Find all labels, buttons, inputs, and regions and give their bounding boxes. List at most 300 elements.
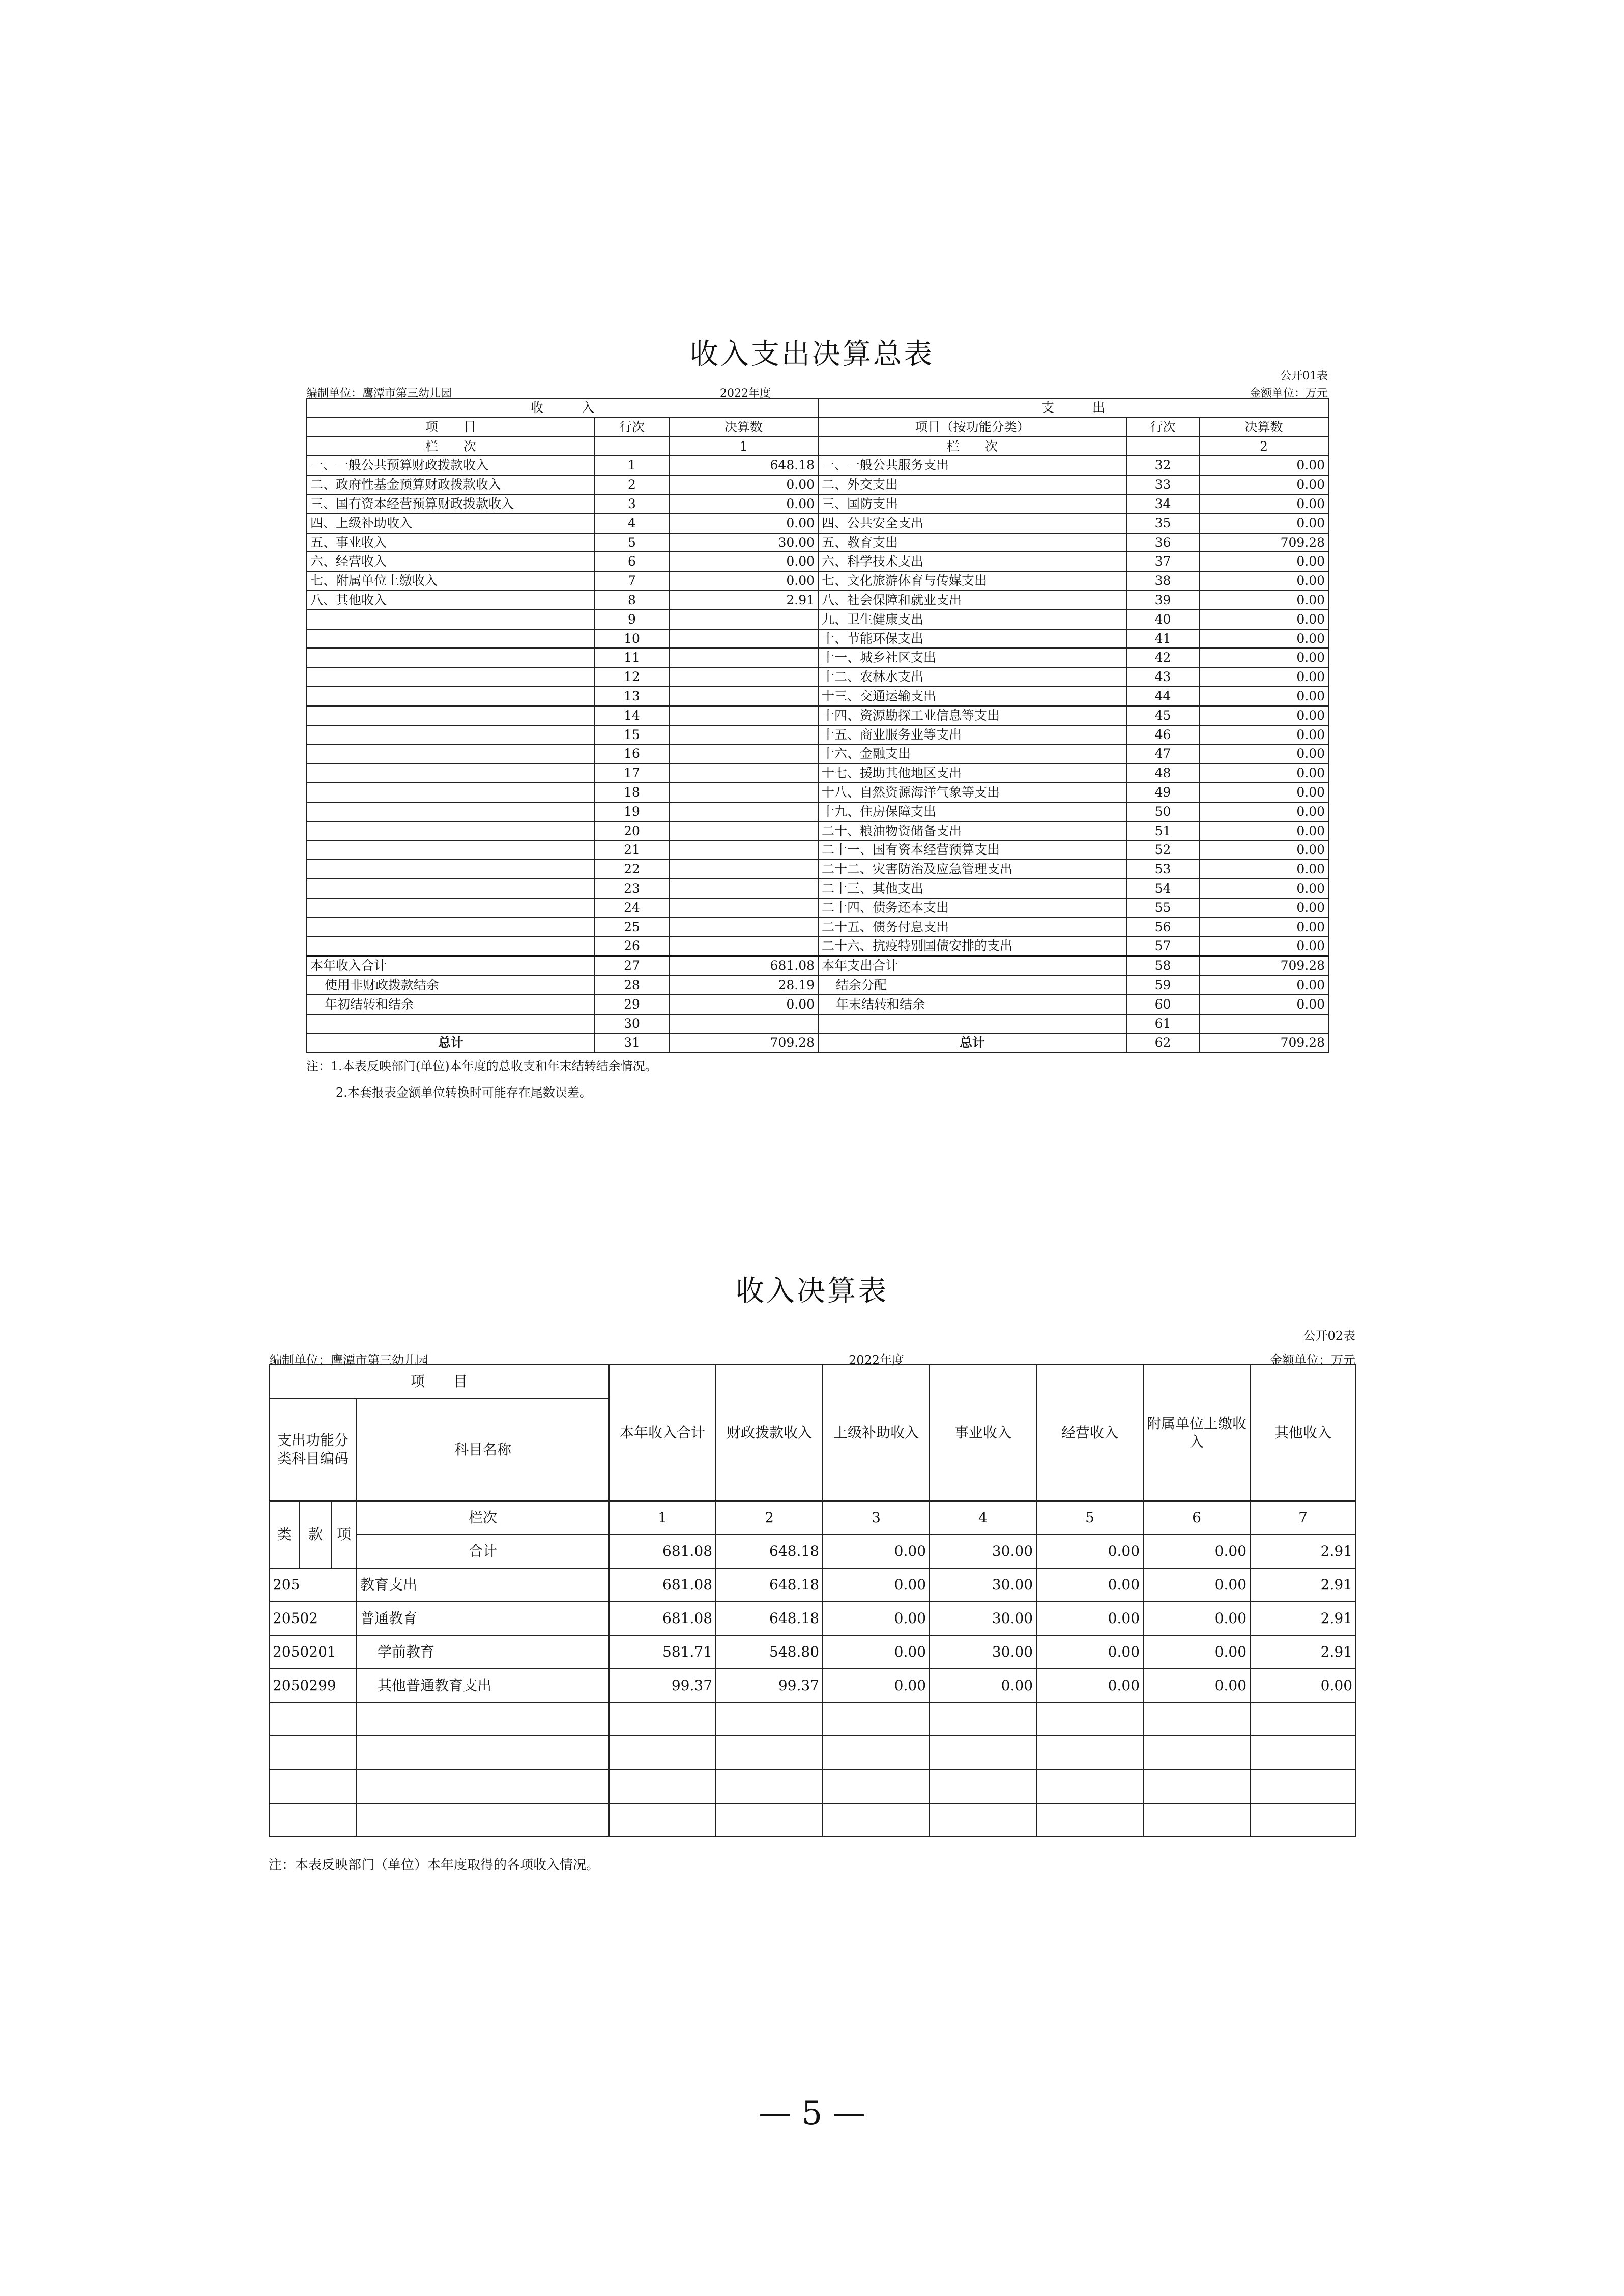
income-value-cell: 681.08 (609, 1568, 716, 1602)
empty-cell (1126, 437, 1199, 456)
expense-amount-cell: 0.00 (1199, 687, 1328, 706)
empty-cell (716, 1702, 823, 1736)
expense-amount-cell: 709.28 (1199, 533, 1328, 552)
summary-row (307, 456, 1328, 475)
expense-rowno-cell: 60 (1126, 995, 1199, 1014)
summary-row (307, 840, 1328, 860)
income-amount-cell: 0.00 (669, 475, 818, 494)
income-value-cell: 2.91 (1250, 1602, 1356, 1635)
expense-amount-cell: 709.28 (1199, 1033, 1328, 1052)
expense-col-label: 栏 次 (818, 437, 1126, 456)
empty-cell (1036, 1770, 1143, 1803)
expense-amount-cell: 0.00 (1199, 571, 1328, 591)
income-table (269, 1364, 1356, 1837)
income-amount-cell (669, 1014, 818, 1034)
expense-item-cell: 十、节能环保支出 (818, 629, 1126, 649)
income-rowno-cell: 5 (595, 533, 669, 552)
total-value: 0.00 (1036, 1535, 1143, 1568)
expense-amount-cell: 0.00 (1199, 552, 1328, 571)
empty-cell (357, 1803, 609, 1837)
empty-cell (357, 1770, 609, 1803)
expense-item-cell: 十四、资源勘探工业信息等支出 (818, 706, 1126, 725)
expense-rowno-cell: 41 (1126, 629, 1199, 649)
income-amount-cell (669, 687, 818, 706)
col-number: 5 (1036, 1501, 1143, 1535)
income-note: 注：本表反映部门（单位）本年度取得的各项收入情况。 (269, 1858, 600, 1873)
summary-row (307, 763, 1328, 783)
expense-item-cell: 十八、自然资源海洋气象等支出 (818, 783, 1126, 802)
expense-item-cell: 十七、援助其他地区支出 (818, 763, 1126, 783)
empty-cell (716, 1803, 823, 1837)
empty-cell (930, 1770, 1036, 1803)
expense-item-cell: 十六、金融支出 (818, 744, 1126, 763)
summary-row (307, 475, 1328, 494)
income-item-cell (307, 1014, 595, 1034)
subject-name-cell: 其他普通教育支出 (357, 1669, 609, 1702)
col-number: 3 (823, 1501, 930, 1535)
total-value: 0.00 (1143, 1535, 1250, 1568)
expense-item-header: 项目（按功能分类） (818, 418, 1126, 437)
empty-cell (357, 1736, 609, 1770)
income-value-cell: 648.18 (716, 1602, 823, 1635)
income-item-cell (307, 936, 595, 956)
income-amount-cell (669, 860, 818, 879)
empty-cell (1143, 1702, 1250, 1736)
income-item-cell (307, 879, 595, 898)
empty-cell (269, 1770, 357, 1803)
empty-cell (1036, 1702, 1143, 1736)
subject-name-cell: 学前教育 (357, 1635, 609, 1669)
income-amount-header: 决算数 (669, 418, 818, 437)
expense-amount-cell: 0.00 (1199, 763, 1328, 783)
expense-item-cell: 六、科学技术支出 (818, 552, 1126, 571)
expense-amount-cell: 0.00 (1199, 667, 1328, 687)
expense-amount-cell: 0.00 (1199, 610, 1328, 629)
income-rowno-cell: 23 (595, 879, 669, 898)
summary-row (307, 629, 1328, 649)
summary-table-code: 公开01表 (1280, 370, 1328, 382)
empty-cell (823, 1702, 930, 1736)
income-item-header: 项 目 (269, 1365, 609, 1398)
income-rowno-cell: 8 (595, 591, 669, 610)
income-item-cell: 使用非财政拨款结余 (307, 976, 595, 995)
income-rowno-cell: 31 (595, 1033, 669, 1052)
expense-rowno-cell: 50 (1126, 802, 1199, 821)
expense-rowno-cell: 36 (1126, 533, 1199, 552)
income-rowno-cell: 24 (595, 898, 669, 918)
summary-row (307, 995, 1328, 1014)
empty-cell (609, 1702, 716, 1736)
income-rowno-cell: 27 (595, 956, 669, 976)
income-amount-cell: 0.00 (669, 571, 818, 591)
income-rowno-cell: 18 (595, 783, 669, 802)
expense-item-cell: 二十、粮油物资储备支出 (818, 821, 1126, 841)
summary-compiling-unit: 编制单位：鹰潭市第三幼儿园 (306, 387, 452, 400)
expense-item-cell: 五、教育支出 (818, 533, 1126, 552)
expense-amount-cell (1199, 1014, 1328, 1034)
expense-item-cell (818, 1014, 1126, 1034)
empty-cell (1143, 1770, 1250, 1803)
income-item-cell (307, 648, 595, 667)
income-row (269, 1635, 1356, 1669)
income-compiling-unit: 编制单位：鹰潭市第三幼儿园 (270, 1353, 428, 1367)
empty-cell (1143, 1803, 1250, 1837)
income-item-cell: 四、上级补助收入 (307, 514, 595, 533)
expense-item-cell: 十三、交通运输支出 (818, 687, 1126, 706)
income-rowno-cell: 26 (595, 936, 669, 956)
income-value-cell: 0.00 (1143, 1568, 1250, 1602)
expense-item-cell: 总计 (818, 1033, 1126, 1052)
income-amount-cell (669, 840, 818, 860)
empty-cell (1250, 1803, 1356, 1837)
empty-cell (269, 1736, 357, 1770)
income-item-cell: 三、国有资本经营预算财政拨款收入 (307, 494, 595, 514)
summary-title: 收入支出决算总表 (690, 338, 934, 371)
subject-code-cell: 20502 (269, 1602, 357, 1635)
income-value-cell: 2.91 (1250, 1635, 1356, 1669)
blank-row (269, 1803, 1356, 1837)
income-amount-cell (669, 667, 818, 687)
total-value: 648.18 (716, 1535, 823, 1568)
summary-row (307, 976, 1328, 995)
expense-amount-cell: 0.00 (1199, 783, 1328, 802)
income-rowno-cell: 6 (595, 552, 669, 571)
empty-cell (269, 1702, 357, 1736)
income-value-cell: 0.00 (823, 1669, 930, 1702)
expense-item-cell: 年末结转和结余 (818, 995, 1126, 1014)
summary-note-2: 2.本套报表金额单位转换时可能存在尾数误差。 (336, 1085, 592, 1100)
blank-row (269, 1736, 1356, 1770)
income-value-cell: 0.00 (1036, 1568, 1143, 1602)
income-item-cell: 年初结转和结余 (307, 995, 595, 1014)
expense-amount-cell: 0.00 (1199, 648, 1328, 667)
income-rowno-cell: 11 (595, 648, 669, 667)
income-amount-cell (669, 648, 818, 667)
income-amount-cell: 0.00 (669, 995, 818, 1014)
income-col-header: 经营收入 (1036, 1365, 1143, 1501)
summary-row (307, 879, 1328, 898)
income-amount-cell: 709.28 (669, 1033, 818, 1052)
expense-rowno-cell: 32 (1126, 456, 1199, 475)
income-amount-cell (669, 821, 818, 841)
expense-amount-cell: 0.00 (1199, 860, 1328, 879)
empty-cell (823, 1770, 930, 1803)
income-col-number: 1 (669, 437, 818, 456)
income-table-code: 公开02表 (1303, 1329, 1355, 1343)
summary-row (307, 706, 1328, 725)
lei-header: 类 (269, 1501, 300, 1568)
expense-amount-cell: 0.00 (1199, 976, 1328, 995)
income-item-cell (307, 860, 595, 879)
income-amount-cell (669, 802, 818, 821)
income-rowno-cell: 12 (595, 667, 669, 687)
income-money-unit: 金额单位：万元 (1270, 1353, 1355, 1367)
income-amount-cell: 0.00 (669, 494, 818, 514)
income-title: 收入决算表 (736, 1275, 888, 1308)
expense-rowno-cell: 43 (1126, 667, 1199, 687)
summary-row (307, 494, 1328, 514)
expense-rowno-cell: 35 (1126, 514, 1199, 533)
income-amount-cell (669, 783, 818, 802)
income-item-cell (307, 744, 595, 763)
expense-amount-cell: 0.00 (1199, 706, 1328, 725)
expense-amount-cell: 0.00 (1199, 591, 1328, 610)
empty-cell (930, 1702, 1036, 1736)
expense-amount-cell: 0.00 (1199, 995, 1328, 1014)
expense-rowno-cell: 44 (1126, 687, 1199, 706)
expense-amount-cell: 0.00 (1199, 629, 1328, 649)
income-item-cell (307, 763, 595, 783)
page-number: — 5 — (759, 2095, 865, 2132)
income-amount-cell (669, 706, 818, 725)
col-number: 6 (1143, 1501, 1250, 1535)
income-item-cell (307, 725, 595, 745)
expense-amount-cell: 0.00 (1199, 514, 1328, 533)
income-value-cell: 0.00 (1143, 1602, 1250, 1635)
empty-cell (269, 1803, 357, 1837)
expense-rowno-cell: 62 (1126, 1033, 1199, 1052)
xiang-header: 项 (331, 1501, 357, 1568)
expense-amount-cell: 0.00 (1199, 936, 1328, 956)
summary-row (307, 860, 1328, 879)
income-value-cell: 99.37 (716, 1669, 823, 1702)
expense-item-cell: 结余分配 (818, 976, 1126, 995)
income-rowno-cell: 16 (595, 744, 669, 763)
summary-row (307, 514, 1328, 533)
summary-row (307, 667, 1328, 687)
col-number: 4 (930, 1501, 1036, 1535)
expense-item-cell: 七、文化旅游体育与传媒支出 (818, 571, 1126, 591)
empty-cell (609, 1770, 716, 1803)
income-rowno-cell: 25 (595, 918, 669, 937)
expense-item-cell: 一、一般公共服务支出 (818, 456, 1126, 475)
income-item-cell: 五、事业收入 (307, 533, 595, 552)
income-value-cell: 581.71 (609, 1635, 716, 1669)
empty-cell (716, 1736, 823, 1770)
expense-item-cell: 本年支出合计 (818, 956, 1126, 976)
income-amount-cell (669, 898, 818, 918)
income-value-cell: 0.00 (1036, 1635, 1143, 1669)
expense-item-cell: 四、公共安全支出 (818, 514, 1126, 533)
income-value-cell: 548.80 (716, 1635, 823, 1669)
col-label-cell: 栏次 (357, 1501, 609, 1535)
summary-row (307, 918, 1328, 937)
income-amount-cell: 0.00 (669, 514, 818, 533)
summary-year: 2022年度 (720, 387, 771, 400)
income-item-cell: 六、经营收入 (307, 552, 595, 571)
income-item-cell: 本年收入合计 (307, 956, 595, 976)
expense-amount-cell: 0.00 (1199, 898, 1328, 918)
empty-cell (1250, 1736, 1356, 1770)
summary-row (307, 898, 1328, 918)
expense-rowno-cell: 57 (1126, 936, 1199, 956)
income-col-header: 附属单位上缴收入 (1143, 1365, 1250, 1501)
income-amount-cell (669, 610, 818, 629)
income-amount-cell (669, 744, 818, 763)
summary-row (307, 802, 1328, 821)
income-amount-cell: 30.00 (669, 533, 818, 552)
expense-rowno-cell: 49 (1126, 783, 1199, 802)
income-year: 2022年度 (849, 1353, 905, 1367)
income-rowno-cell: 9 (595, 610, 669, 629)
func-code-header: 支出功能分类科目编码 (269, 1398, 357, 1501)
income-amount-cell: 681.08 (669, 956, 818, 976)
summary-table (306, 398, 1329, 1053)
expense-item-cell: 三、国防支出 (818, 494, 1126, 514)
expense-amount-cell: 0.00 (1199, 725, 1328, 745)
subject-name-cell: 普通教育 (357, 1602, 609, 1635)
subject-code-cell: 205 (269, 1568, 357, 1602)
income-amount-cell (669, 936, 818, 956)
income-amount-cell: 648.18 (669, 456, 818, 475)
income-amount-cell (669, 725, 818, 745)
income-rowno-cell: 13 (595, 687, 669, 706)
income-value-cell: 2.91 (1250, 1568, 1356, 1602)
income-value-cell: 681.08 (609, 1602, 716, 1635)
income-rowno-cell: 30 (595, 1014, 669, 1034)
summary-row (307, 610, 1328, 629)
expense-rowno-cell: 45 (1126, 706, 1199, 725)
expense-amount-cell: 0.00 (1199, 494, 1328, 514)
empty-cell (823, 1803, 930, 1837)
expense-rowno-cell: 33 (1126, 475, 1199, 494)
expense-rowno-cell: 61 (1126, 1014, 1199, 1034)
expense-rowno-cell: 52 (1126, 840, 1199, 860)
summary-row (307, 821, 1328, 841)
empty-cell (357, 1702, 609, 1736)
summary-row (307, 1033, 1328, 1052)
income-item-cell (307, 821, 595, 841)
summary-row (307, 533, 1328, 552)
subject-code-cell: 2050299 (269, 1669, 357, 1702)
empty-cell (716, 1770, 823, 1803)
income-rowno-cell: 20 (595, 821, 669, 841)
income-item-cell (307, 687, 595, 706)
subject-name-header: 科目名称 (357, 1398, 609, 1501)
expense-amount-cell: 0.00 (1199, 879, 1328, 898)
income-value-cell: 648.18 (716, 1568, 823, 1602)
expense-rowno-cell: 54 (1126, 879, 1199, 898)
summary-row (307, 552, 1328, 571)
summary-note-1: 注：1.本表反映部门(单位)本年度的总收支和年末结转结余情况。 (306, 1059, 657, 1073)
expense-rowno-cell: 55 (1126, 898, 1199, 918)
income-col-label: 栏 次 (307, 437, 595, 456)
expense-rowno-cell: 53 (1126, 860, 1199, 879)
summary-money-unit: 金额单位：万元 (1249, 387, 1328, 400)
expense-amount-cell: 0.00 (1199, 802, 1328, 821)
expense-item-cell: 二十二、灾害防治及应急管理支出 (818, 860, 1126, 879)
income-col-header: 其他收入 (1250, 1365, 1356, 1501)
income-rowno-cell: 7 (595, 571, 669, 591)
income-item-header: 项 目 (307, 418, 595, 437)
income-value-cell: 0.00 (1036, 1669, 1143, 1702)
empty-cell (609, 1736, 716, 1770)
summary-row (307, 1014, 1328, 1034)
expense-rowno-cell: 40 (1126, 610, 1199, 629)
income-rowno-cell: 15 (595, 725, 669, 745)
col-number: 1 (609, 1501, 716, 1535)
income-rowno-cell: 14 (595, 706, 669, 725)
expense-item-cell: 二十三、其他支出 (818, 879, 1126, 898)
income-value-cell: 30.00 (930, 1568, 1036, 1602)
expense-rowno-cell: 42 (1126, 648, 1199, 667)
income-rowno-cell: 4 (595, 514, 669, 533)
income-item-cell (307, 783, 595, 802)
subject-code-cell: 2050201 (269, 1635, 357, 1669)
income-item-cell: 七、附属单位上缴收入 (307, 571, 595, 591)
income-item-cell: 总计 (307, 1033, 595, 1052)
income-rowno-cell: 10 (595, 629, 669, 649)
expense-rowno-header: 行次 (1126, 418, 1199, 437)
income-rowno-cell: 1 (595, 456, 669, 475)
expense-amount-cell: 0.00 (1199, 475, 1328, 494)
empty-cell (930, 1736, 1036, 1770)
expense-rowno-cell: 48 (1126, 763, 1199, 783)
expense-rowno-cell: 47 (1126, 744, 1199, 763)
income-value-cell: 0.00 (1143, 1669, 1250, 1702)
expense-amount-cell: 0.00 (1199, 918, 1328, 937)
income-rowno-cell: 3 (595, 494, 669, 514)
income-value-cell: 0.00 (823, 1568, 930, 1602)
empty-cell (595, 437, 669, 456)
expense-item-cell: 十五、商业服务业等支出 (818, 725, 1126, 745)
summary-row (307, 571, 1328, 591)
expense-item-cell: 二十四、债务还本支出 (818, 898, 1126, 918)
empty-cell (1250, 1702, 1356, 1736)
income-row (269, 1602, 1356, 1635)
expense-amount-cell: 0.00 (1199, 840, 1328, 860)
income-amount-cell (669, 763, 818, 783)
income-value-cell: 30.00 (930, 1602, 1036, 1635)
income-item-cell (307, 840, 595, 860)
summary-row (307, 744, 1328, 763)
income-value-cell: 0.00 (823, 1635, 930, 1669)
summary-row (307, 936, 1328, 956)
expense-rowno-cell: 56 (1126, 918, 1199, 937)
expense-rowno-cell: 59 (1126, 976, 1199, 995)
income-value-cell: 0.00 (1250, 1669, 1356, 1702)
income-item-cell: 二、政府性基金预算财政拨款收入 (307, 475, 595, 494)
blank-row (269, 1702, 1356, 1736)
income-amount-cell: 0.00 (669, 552, 818, 571)
empty-cell (1250, 1770, 1356, 1803)
income-rowno-cell: 29 (595, 995, 669, 1014)
income-item-cell (307, 706, 595, 725)
expense-amount-cell: 0.00 (1199, 744, 1328, 763)
expense-item-cell: 十一、城乡社区支出 (818, 648, 1126, 667)
expense-item-cell: 八、社会保障和就业支出 (818, 591, 1126, 610)
income-rowno-header: 行次 (595, 418, 669, 437)
income-item-cell (307, 898, 595, 918)
empty-cell (823, 1736, 930, 1770)
expense-item-cell: 二十一、国有资本经营预算支出 (818, 840, 1126, 860)
expense-item-cell: 九、卫生健康支出 (818, 610, 1126, 629)
income-item-cell (307, 629, 595, 649)
income-item-cell: 一、一般公共预算财政拨款收入 (307, 456, 595, 475)
total-value: 2.91 (1250, 1535, 1356, 1568)
income-item-cell (307, 667, 595, 687)
empty-cell (1036, 1803, 1143, 1837)
expense-item-cell: 十九、住房保障支出 (818, 802, 1126, 821)
income-rowno-cell: 28 (595, 976, 669, 995)
expense-amount-header: 决算数 (1199, 418, 1328, 437)
income-row (269, 1669, 1356, 1702)
expense-item-cell: 二十五、债务付息支出 (818, 918, 1126, 937)
income-col-header: 上级补助收入 (823, 1365, 930, 1501)
expense-rowno-cell: 38 (1126, 571, 1199, 591)
income-value-cell: 30.00 (930, 1635, 1036, 1669)
total-label: 合计 (357, 1535, 609, 1568)
